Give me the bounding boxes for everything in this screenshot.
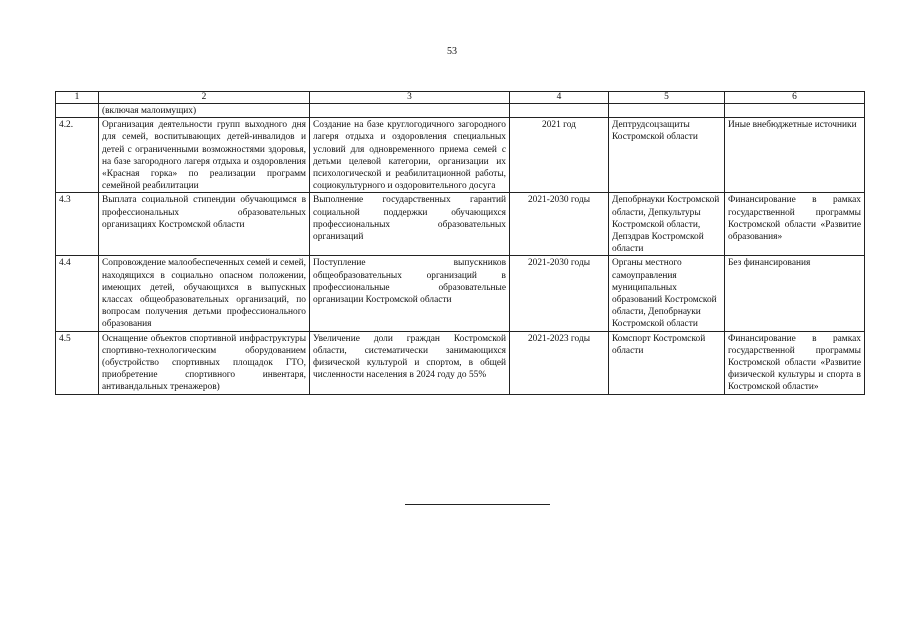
activity-cell: Выплата социальной стипендии обучающимся в профессиональных образовательных организациях Костромской области	[99, 193, 310, 256]
row-number: 4.3	[56, 193, 99, 256]
period-cell: 2021-2023 годы	[510, 331, 609, 394]
period-cell: 2021-2030 годы	[510, 256, 609, 331]
funding-cell: Без финансирования	[725, 256, 865, 331]
end-of-document-rule	[405, 504, 550, 505]
column-header-4: 4	[510, 92, 609, 104]
executor-cell: Органы местного самоуправления муниципальных образований Костромской области, Депобрнауки Костромской области	[609, 256, 725, 331]
continuation-cell-1	[56, 104, 99, 118]
column-header-6: 6	[725, 92, 865, 104]
column-header-2: 2	[99, 92, 310, 104]
row-number: 4.2.	[56, 118, 99, 193]
funding-cell: Финансирование в рамках государственной программы Костромской области «Развитие физической культуры и спорта в Костромской области»	[725, 331, 865, 394]
result-cell: Поступление выпускников общеобразовательных организаций в профессиональные образовательные организации Костромской области	[310, 256, 510, 331]
continuation-cell-4	[510, 104, 609, 118]
period-cell: 2021 год	[510, 118, 609, 193]
table-row	[56, 331, 865, 394]
executor-cell: Комспорт Костромской области	[609, 331, 725, 394]
activity-cell: Сопровождение малообеспеченных семей и семей, находящихся в социально опасном положении, имеющих детей, обучающихся в выпускных классах общеобразовательных организаций, по вопросам получения детьми профессионального образования	[99, 256, 310, 331]
result-cell: Выполнение государственных гарантий социальной поддержки обучающихся профессиональных образовательных организаций	[310, 193, 510, 256]
continuation-cell-5	[609, 104, 725, 118]
executor-cell: Дептрудсоцзащиты Костромской области	[609, 118, 725, 193]
column-header-3: 3	[310, 92, 510, 104]
result-cell: Увеличение доли граждан Костромской области, систематически занимающихся физической культурой и спортом, в общей численности населения в 2024 году до 55%	[310, 331, 510, 394]
table-row	[56, 256, 865, 331]
table-header-row	[56, 92, 865, 104]
continuation-cell-3	[310, 104, 510, 118]
activity-cell: Оснащение объектов спортивной инфраструктуры спортивно-технологическим оборудованием (обустройство спортивных площадок ГТО, приобретение спортивного инвентаря, антивандальных тренажеров)	[99, 331, 310, 394]
funding-cell: Иные внебюджетные источники	[725, 118, 865, 193]
column-header-5: 5	[609, 92, 725, 104]
page-number: 53	[447, 46, 457, 57]
table-row	[56, 193, 865, 256]
continuation-cell-6	[725, 104, 865, 118]
row-number: 4.5	[56, 331, 99, 394]
activity-cell: Организация деятельности групп выходного дня для семей, воспитывающих детей-инвалидов и детей с ограниченными возможностями здоровья, на базе загородного лагеря отдыха и оздоровления «Красная горка» по реализации программ семейной реабилитации	[99, 118, 310, 193]
column-header-1: 1	[56, 92, 99, 104]
continuation-cell-2: (включая малоимущих)	[99, 104, 310, 118]
period-cell: 2021-2030 годы	[510, 193, 609, 256]
measures-table	[55, 91, 865, 395]
row-number: 4.4	[56, 256, 99, 331]
funding-cell: Финансирование в рамках государственной программы Костромской области «Развитие образования»	[725, 193, 865, 256]
continuation-row	[56, 104, 865, 118]
result-cell: Создание на базе круглогодичного загородного лагеря отдыха и оздоровления специальных условий для одновременного приема семей с детьми целевой категории, организации их психологической и реабилитационной работы, социокультурного и оздоровительного досуга	[310, 118, 510, 193]
executor-cell: Депобрнауки Костромской области, Депкультуры Костромской области, Депздрав Костромской области	[609, 193, 725, 256]
table-row	[56, 118, 865, 193]
